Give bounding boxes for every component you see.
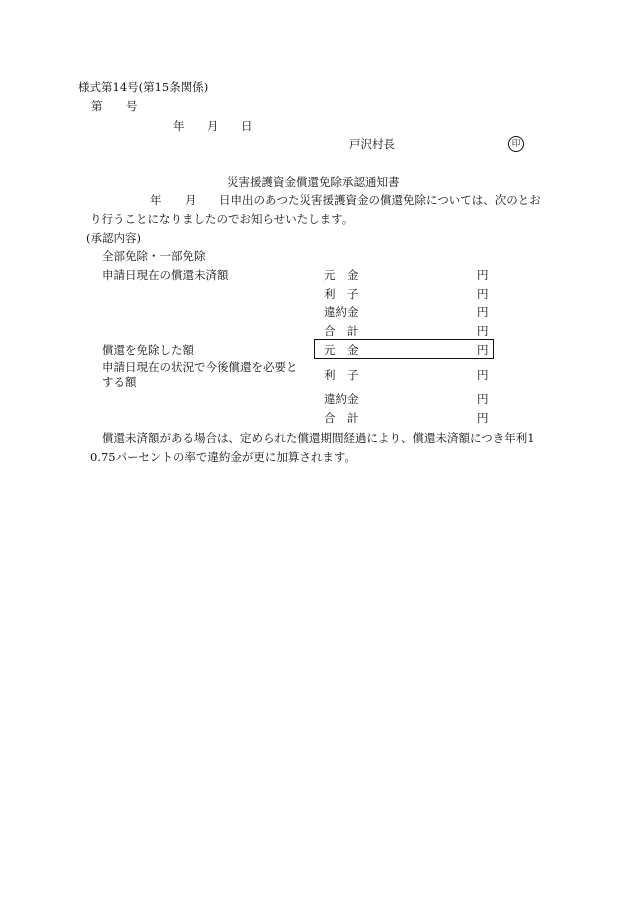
- required-interest-yen: 円: [477, 368, 489, 382]
- seal-mark: 印: [508, 136, 524, 152]
- unpaid-penalty-yen: 円: [477, 305, 489, 319]
- date-day: 日: [241, 119, 253, 133]
- intro-year: 年: [150, 193, 162, 207]
- exempted-principal-yen: 円: [477, 343, 489, 357]
- required-total-label: 合 計: [324, 411, 359, 425]
- unpaid-label: 申請日現在の償還未済額: [102, 268, 229, 282]
- doc-number-prefix: 第: [91, 99, 103, 113]
- date-year: 年: [173, 119, 185, 133]
- intro-month: 月: [185, 193, 197, 207]
- required-interest-label: 利 子: [324, 368, 359, 382]
- section-label: (承認内容): [86, 231, 141, 245]
- note-line1: 償還未済額がある場合は、定められた償還期間経過により、償還未済額につき年利1: [102, 431, 535, 445]
- unpaid-interest-yen: 円: [477, 287, 489, 301]
- intro-line2: り行うことになりましたのでお知らせいたします。: [90, 212, 354, 226]
- form-number: 様式第14号(第15条関係): [78, 80, 209, 94]
- required-penalty-label: 違約金: [324, 392, 359, 406]
- unpaid-interest-label: 利 子: [324, 287, 359, 301]
- exemption-type: 全部免除・一部免除: [102, 249, 206, 263]
- unpaid-principal-yen: 円: [477, 268, 489, 282]
- exempted-principal-label: 元 金: [324, 343, 359, 357]
- required-penalty-yen: 円: [477, 392, 489, 406]
- required-label-line2: する額: [102, 375, 137, 389]
- exempted-label: 償還を免除した額: [102, 343, 194, 357]
- unpaid-penalty-label: 違約金: [324, 305, 359, 319]
- required-total-yen: 円: [477, 411, 489, 425]
- doc-number-suffix: 号: [126, 99, 138, 113]
- unpaid-total-yen: 円: [477, 324, 489, 338]
- document-title: 災害援護資金償還免除承認通知書: [227, 175, 400, 189]
- note-line2: 0.75パーセントの率で違約金が更に加算されます。: [90, 450, 356, 464]
- unpaid-principal-label: 元 金: [324, 268, 359, 282]
- unpaid-total-label: 合 計: [324, 324, 359, 338]
- date-month: 月: [207, 119, 219, 133]
- issuer: 戸沢村長: [349, 137, 395, 151]
- intro-line1: 日申出のあつた災害援護資金の償還免除については、次のとお: [219, 193, 541, 207]
- required-label-line1: 申請日現在の状況で今後償還を必要と: [102, 360, 298, 374]
